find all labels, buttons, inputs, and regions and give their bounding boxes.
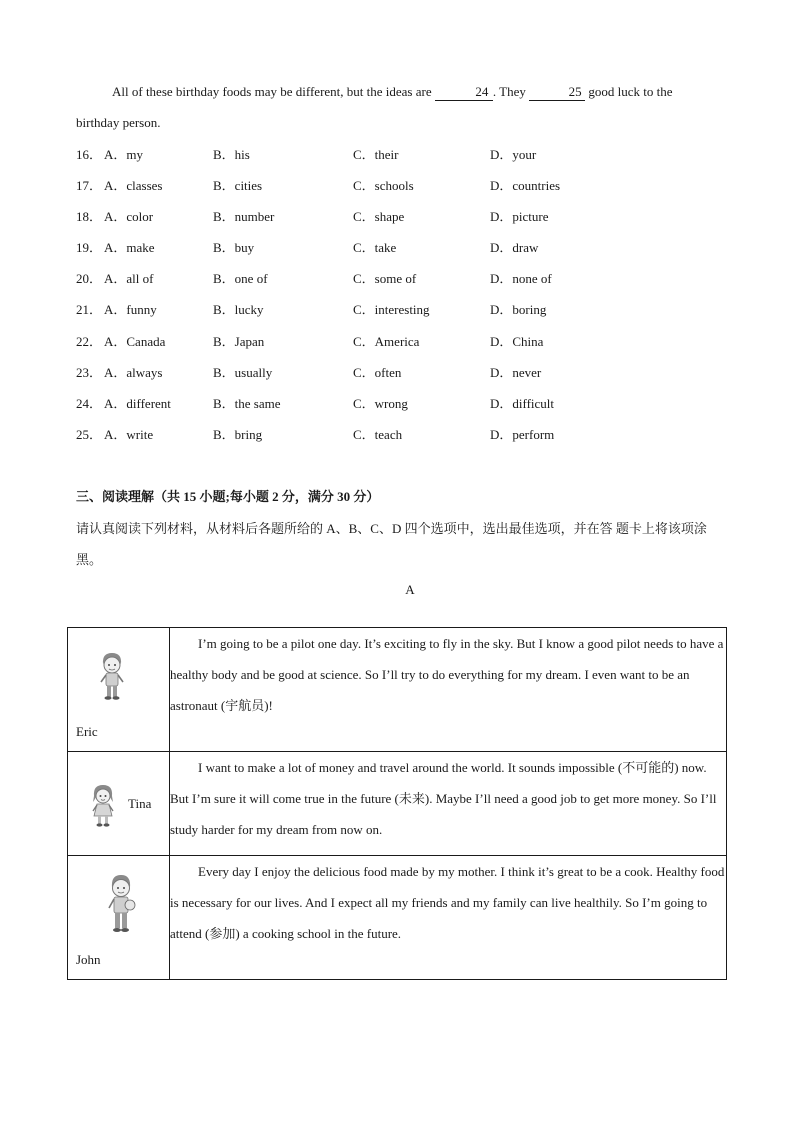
option-row xyxy=(76,232,716,263)
girl-avatar-icon xyxy=(88,782,118,828)
option-a: A．write xyxy=(104,426,154,442)
question-number: 21． xyxy=(76,302,103,318)
option-b: B．cities xyxy=(213,178,263,194)
option-c: C．interesting xyxy=(353,302,430,318)
option-d: D．picture xyxy=(490,209,549,225)
section-title: 三、阅读理解（共 15 小题;每小题 2 分，满分 30 分） xyxy=(76,489,380,504)
option-a: A．Canada xyxy=(104,333,166,349)
option-d: D．countries xyxy=(490,178,561,194)
option-d: D．none of xyxy=(490,271,552,287)
option-d: D．draw xyxy=(490,240,539,256)
option-c: C．often xyxy=(353,364,402,380)
boy-with-ball-avatar-icon xyxy=(104,872,138,936)
option-d: D．your xyxy=(490,147,537,162)
option-row xyxy=(76,357,716,388)
table-row xyxy=(68,856,727,980)
question-number: 18． xyxy=(76,209,103,225)
option-c: C．some of xyxy=(353,271,417,287)
question-number: 23． xyxy=(76,364,103,380)
cloze-text-part3: good luck to the birthday person. xyxy=(76,84,673,130)
option-d: D．perform xyxy=(490,426,555,442)
blank-24: 24 xyxy=(435,84,493,101)
cloze-passage-end xyxy=(76,76,716,138)
option-row xyxy=(76,139,716,170)
option-a: A．classes xyxy=(104,178,163,194)
option-b: B．lucky xyxy=(213,302,264,318)
question-number: 20． xyxy=(76,271,103,287)
cloze-text-part2: . They xyxy=(492,84,526,99)
option-c: C．shape xyxy=(353,209,405,225)
option-c: C．schools xyxy=(353,178,414,194)
option-b: B．number xyxy=(213,209,275,225)
statement-text: I’m going to be a pilot one day. It’s exciting to fly in the sky. But I know a good pilot needs to have a healthy body and be good at science. So I’ll try to do everything for my dream. I even want to be an astronaut (宇航员)! xyxy=(170,636,724,713)
option-row xyxy=(76,201,716,232)
option-a: A．all of xyxy=(104,271,154,287)
person-cell xyxy=(68,856,170,980)
option-b: B．his xyxy=(213,147,250,162)
question-number: 16． xyxy=(76,147,103,162)
statement-text: I want to make a lot of money and travel around the world. It sounds impossible (不可能的) now. But I’m sure it will come true in the future (未来). Maybe I’ll need a good job to get more money. So I’ll study harder for my dream from now on. xyxy=(170,760,717,837)
question-number: 25． xyxy=(76,426,103,442)
blank-25: 25 xyxy=(529,84,585,101)
option-a: A．different xyxy=(104,395,171,411)
question-number: 17． xyxy=(76,178,103,194)
question-number: 24． xyxy=(76,395,103,411)
table-row xyxy=(68,752,727,856)
option-row xyxy=(76,294,716,325)
reading-table xyxy=(67,627,727,980)
option-b: B．buy xyxy=(213,240,255,256)
option-c: C．America xyxy=(353,333,420,349)
option-d: D．China xyxy=(490,333,544,349)
option-a: A．make xyxy=(104,240,155,256)
option-a: A．my xyxy=(104,147,144,162)
person-name: Eric xyxy=(76,724,98,739)
person-cell xyxy=(68,628,170,752)
option-b: B．the same xyxy=(213,395,281,411)
option-b: B．one of xyxy=(213,271,268,287)
cloze-text-part1: All of these birthday foods may be different, but the ideas are xyxy=(112,84,432,99)
table-row xyxy=(68,628,727,752)
option-c: C．their xyxy=(353,147,399,162)
section-instruction: 请认真阅读下列材料，从材料后各题所给的 A、B、C、D 四个选项中，选出最佳选项，并在答 题卡上将该项涂黑。 xyxy=(76,521,707,567)
option-row xyxy=(76,388,716,419)
option-a: A．color xyxy=(104,209,154,225)
option-d: D．boring xyxy=(490,302,547,318)
option-d: D．never xyxy=(490,364,542,380)
option-row xyxy=(76,263,716,294)
statement-cell xyxy=(170,752,727,856)
option-row xyxy=(76,170,716,201)
option-b: B．usually xyxy=(213,364,273,380)
option-c: C．wrong xyxy=(353,395,408,411)
option-b: B．bring xyxy=(213,426,263,442)
option-row xyxy=(76,326,716,357)
statement-cell xyxy=(170,856,727,980)
option-d: D．difficult xyxy=(490,395,555,411)
option-c: C．teach xyxy=(353,426,403,442)
statement-cell xyxy=(170,628,727,752)
statement-text: Every day I enjoy the delicious food made by my mother. I think it’s great to be a cook. Healthy food is necessary for our lives. And I expect all my friends and my family can live healthily. So I’m going to attend (参加) a cooking school in the future. xyxy=(170,864,725,941)
boy-avatar-icon xyxy=(96,650,128,702)
option-a: A．funny xyxy=(104,302,157,318)
option-a: A．always xyxy=(104,364,163,380)
person-cell xyxy=(68,752,170,856)
question-number: 19． xyxy=(76,240,103,256)
option-c: C．take xyxy=(353,240,397,256)
option-b: B．Japan xyxy=(213,333,265,349)
person-name: Tina xyxy=(128,796,152,811)
options-list xyxy=(76,139,716,450)
passage-label: A xyxy=(405,582,415,597)
option-row xyxy=(76,419,716,450)
question-number: 22． xyxy=(76,333,103,349)
person-name: John xyxy=(76,952,101,967)
